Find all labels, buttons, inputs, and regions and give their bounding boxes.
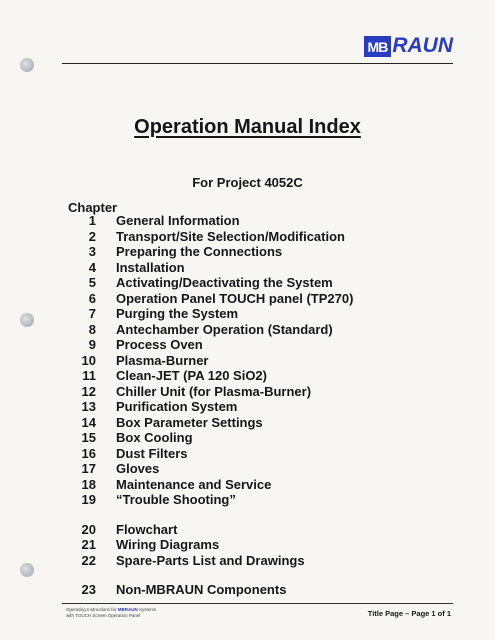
chapter-item xyxy=(68,306,398,322)
chapter-number: 3 xyxy=(88,244,96,260)
chapter-title: Maintenance and Service xyxy=(116,476,272,492)
chapter-title: Gloves xyxy=(116,461,160,477)
chapter-item xyxy=(68,353,398,369)
mbraun-logo xyxy=(364,35,453,57)
page-number: Title Page – Page 1 of 1 xyxy=(367,609,451,618)
footer-text: Operating Instructions for xyxy=(66,607,118,612)
header-rule xyxy=(62,63,453,64)
chapter-title: Flowchart xyxy=(116,521,178,537)
chapter-title: Preparing the Connections xyxy=(116,244,283,260)
chapter-title: General Information xyxy=(116,213,240,229)
chapter-item xyxy=(68,430,398,446)
chapter-number: 21 xyxy=(81,537,96,553)
chapter-item xyxy=(68,477,398,493)
chapter-number: 9 xyxy=(88,337,96,353)
chapter-number: 20 xyxy=(81,521,96,537)
chapter-item xyxy=(68,461,398,477)
footer-line-2: with TOUCH Screen Operation Panel xyxy=(66,613,141,618)
chapter-title: Clean-JET (PA 120 SiO2) xyxy=(116,368,267,384)
chapter-number: 6 xyxy=(88,290,96,306)
chapter-item xyxy=(68,275,398,291)
chapter-number: 13 xyxy=(81,399,96,415)
chapter-title: Operation Panel TOUCH panel (TP270) xyxy=(116,290,354,306)
chapter-title: Dust Filters xyxy=(116,445,188,461)
chapter-item xyxy=(68,337,398,353)
chapter-item xyxy=(68,522,398,538)
chapter-number: 19 xyxy=(81,492,96,508)
footer-rule xyxy=(62,603,453,604)
chapter-list xyxy=(68,213,398,598)
chapter-title: Activating/Deactivating the System xyxy=(116,275,333,291)
chapter-column-header: Chapter xyxy=(68,200,118,215)
footer-text: Systems xyxy=(137,607,157,612)
chapter-number: 23 xyxy=(81,582,96,598)
chapter-item xyxy=(68,291,398,307)
chapter-item xyxy=(68,553,398,569)
chapter-title: Purification System xyxy=(116,399,238,415)
chapter-item xyxy=(68,384,398,400)
chapter-number: 8 xyxy=(88,321,96,337)
chapter-title: Process Oven xyxy=(116,337,203,353)
chapter-title: Box Parameter Settings xyxy=(116,414,263,430)
binder-hole xyxy=(20,313,34,327)
chapter-title: Chiller Unit (for Plasma-Burner) xyxy=(116,383,312,399)
chapter-number: 16 xyxy=(81,445,96,461)
chapter-number: 15 xyxy=(81,430,96,446)
chapter-item xyxy=(68,322,398,338)
logo-box: MB xyxy=(364,36,392,57)
chapter-item xyxy=(68,213,398,229)
chapter-number: 7 xyxy=(88,306,96,322)
chapter-number: 17 xyxy=(81,461,96,477)
chapter-number: 18 xyxy=(81,476,96,492)
chapter-item xyxy=(68,537,398,553)
chapter-number: 14 xyxy=(81,414,96,430)
chapter-number: 1 xyxy=(88,213,96,229)
chapter-item xyxy=(68,244,398,260)
chapter-item xyxy=(68,229,398,245)
binder-hole xyxy=(20,58,34,72)
chapter-number: 10 xyxy=(81,352,96,368)
chapter-number: 22 xyxy=(81,552,96,568)
project-subtitle: For Project 4052C xyxy=(192,175,303,190)
chapter-title: Plasma-Burner xyxy=(116,352,209,368)
chapter-title: Transport/Site Selection/Modification xyxy=(116,228,345,244)
chapter-title: Purging the System xyxy=(116,306,239,322)
chapter-title: Spare-Parts List and Drawings xyxy=(116,552,305,568)
chapter-title: Installation xyxy=(116,259,185,275)
chapter-item xyxy=(68,582,398,598)
chapter-item xyxy=(68,446,398,462)
chapter-title: Non-MBRAUN Components xyxy=(116,582,287,598)
footer-left xyxy=(66,607,156,619)
chapter-title: Wiring Diagrams xyxy=(116,537,220,553)
binder-hole xyxy=(20,563,34,577)
chapter-item xyxy=(68,415,398,431)
chapter-number: 12 xyxy=(81,383,96,399)
chapter-title: Antechamber Operation (Standard) xyxy=(116,321,333,337)
chapter-number: 5 xyxy=(88,275,96,291)
chapter-item xyxy=(68,368,398,384)
chapter-number: 4 xyxy=(88,259,96,275)
page-title: Operation Manual Index xyxy=(134,116,361,138)
chapter-title: “Trouble Shooting” xyxy=(116,492,236,508)
chapter-item xyxy=(68,260,398,276)
chapter-item xyxy=(68,492,398,508)
chapter-item xyxy=(68,399,398,415)
footer-brand: MBRAUN xyxy=(117,607,138,612)
chapter-number: 11 xyxy=(82,368,96,384)
chapter-title: Box Cooling xyxy=(116,430,193,446)
chapter-number: 2 xyxy=(88,228,96,244)
logo-text: RAUN xyxy=(392,34,453,57)
